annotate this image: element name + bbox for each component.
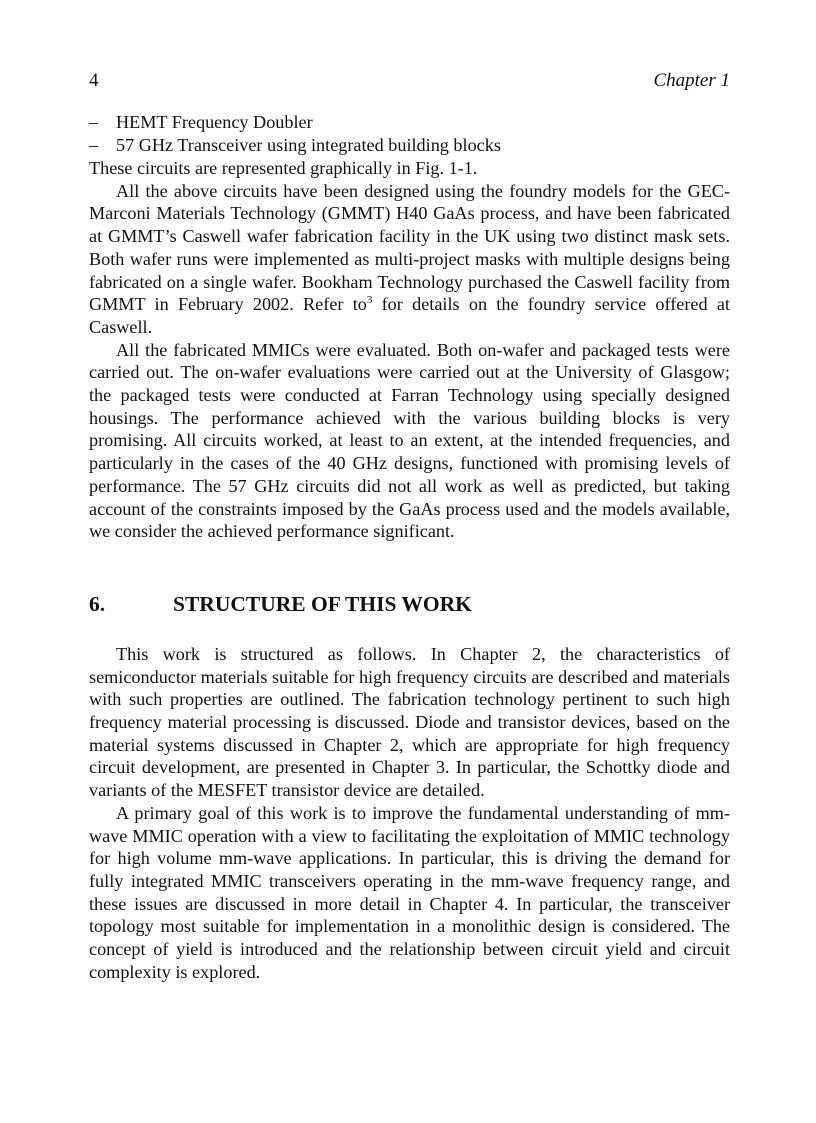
bullet-list [89, 111, 730, 157]
list-item-text: 57 GHz Transceiver using integrated building blocks [116, 135, 501, 155]
section-title: STRUCTURE OF THIS WORK [173, 591, 472, 616]
paragraph-text: for details on the foundry service offered at Caswell. [89, 294, 730, 337]
page-number: 4 [89, 70, 99, 91]
bullet-dash: – [89, 112, 99, 132]
running-header [89, 68, 730, 94]
paragraph-evaluation: All the fabricated MMICs were evaluated. Both on-wafer and packaged tests were carried out. The on-wafer evaluations were carried out at the University of Glasgow; the packaged tests were conducted at Farran Technology using specially designed housings. The performance achieved with the various building blocks is very promising. All circuits worked, at least to an extent, at the intended frequencies, and particularly in the cases of the 40 GHz designs, functioned with promising levels of performance. The 57 GHz circuits did not all work as well as predicted, but taking account of the constraints imposed by the GaAs process used and the models available, we consider the achieved performance significant. [89, 339, 730, 542]
citation-reference: 3 [366, 294, 373, 307]
bullet-dash: – [89, 135, 99, 155]
list-item [89, 134, 730, 157]
section-heading [89, 590, 730, 618]
paragraph-structure: This work is structured as follows. In Chapter 2, the characteristics of semiconductor materials suitable for high frequency circuits are described and materials with such properties are outlined. The fabrication technology pertinent to such high frequency material processing is discussed. Diode and transistor devices, based on the material systems discussed in Chapter 2, which are appropriate for high frequency circuit development, are presented in Chapter 3. In particular, the Schottky diode and variants of the MESFET transistor device are detailed. [89, 643, 730, 801]
paragraph-text: All the above circuits have been designed using the foundry models for the GEC-Marconi Materials Technology (GMMT) H40 GaAs process, and have been fabricated at GMMT’s Caswell wafer fabrication facility in the UK using two distinct mask sets. Both wafer runs were implemented as multi-project masks with multiple designs being fabricated on a single wafer. Bookham Technology purchased the Caswell facility from GMMT in February 2002. Refer to [89, 180, 730, 315]
paragraph-fabrication [89, 180, 730, 339]
paragraph-figure-reference: These circuits are represented graphically in Fig. 1-1. [89, 158, 478, 178]
list-item [89, 111, 730, 134]
chapter-label: Chapter 1 [653, 70, 730, 91]
list-item-text: HEMT Frequency Doubler [116, 112, 313, 132]
paragraph-goal: A primary goal of this work is to improve the fundamental understanding of mm-wave MMIC operation with a view to facilitating the exploitation of MMIC technology for high volume mm-wave applications. In particular, this is driving the demand for fully integrated MMIC transceivers operating in the mm-wave frequency range, and these issues are discussed in more detail in Chapter 4. In particular, the transceiver topology most suitable for implementation in a monolithic design is considered. The concept of yield is introduced and the relationship between circuit yield and circuit complexity is explored. [89, 802, 730, 982]
page [89, 68, 730, 984]
section-number: 6. [89, 591, 106, 616]
